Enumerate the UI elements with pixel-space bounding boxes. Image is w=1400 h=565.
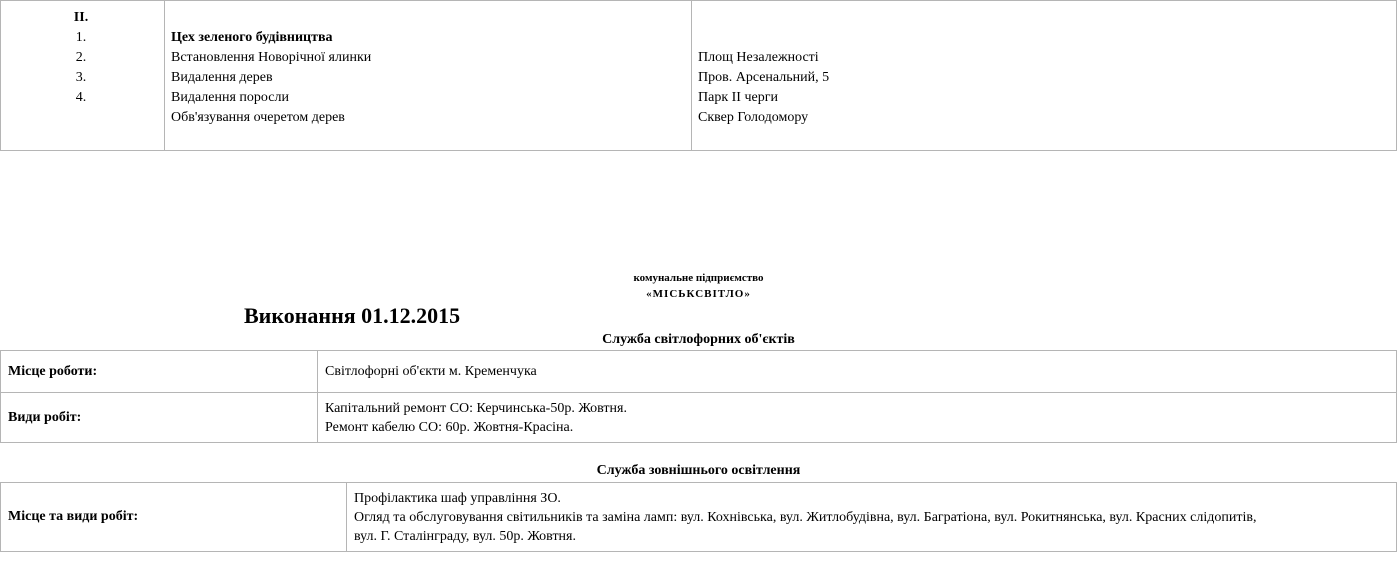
work-item: Встановлення Новорічної ялинки <box>171 50 372 65</box>
value-line: Ремонт кабелю СО: 60р. Жовтня-Красіна. <box>325 419 574 435</box>
row-value <box>347 483 1396 551</box>
location-item: Площ Незалежності <box>698 50 819 65</box>
section-number: II. <box>73 10 89 25</box>
value-line: Капітальний ремонт СО: Керчинська-50р. Жовтня. <box>325 400 627 416</box>
location-column <box>692 1 1396 150</box>
item-number: 1. <box>75 30 87 45</box>
section-heading: Цех зеленого будівництва <box>171 30 333 45</box>
value-line: Огляд та обслуговування світильників та заміна ламп: вул. Кохнівська, вул. Житлобудівна, вул. Багратіона, вул. Рокитнянська, вул. Красних слідопитів, <box>354 509 1257 525</box>
table-row <box>1 483 1396 551</box>
item-number: 4. <box>75 90 87 105</box>
organization-name: «МІСЬКСВІТЛО» <box>646 288 751 300</box>
traffic-light-service-title: Служба світлофорних об'єктів <box>602 332 795 347</box>
organization-type: комунальне підприємство <box>633 272 764 284</box>
traffic-light-service-table <box>0 350 1397 443</box>
number-column <box>1 1 165 150</box>
table-row <box>1 351 1396 393</box>
row-label: Види робіт: <box>1 393 318 442</box>
value-line: вул. Г. Сталінграду, вул. 50р. Жовтня. <box>354 528 576 544</box>
row-value <box>318 351 1396 392</box>
table-row <box>1 393 1396 442</box>
work-item: Видалення поросли <box>171 90 289 105</box>
item-number: 2. <box>75 50 87 65</box>
work-item: Видалення дерев <box>171 70 273 85</box>
item-number: 3. <box>75 70 87 85</box>
location-item: Сквер Голодомору <box>698 110 809 125</box>
row-label: Місце та види робіт: <box>1 483 347 551</box>
outdoor-lighting-service-title: Служба зовнішнього освітлення <box>596 463 801 478</box>
outdoor-lighting-service-table <box>0 482 1397 552</box>
work-item: Обв'язування очеретом дерев <box>171 110 345 125</box>
row-label: Місце роботи: <box>1 351 318 392</box>
work-type-column <box>165 1 692 150</box>
value-line: Профілактика шаф управління ЗО. <box>354 490 561 506</box>
location-item: Парк ІІ черги <box>698 90 778 105</box>
page-title: Виконання 01.12.2015 <box>244 303 461 328</box>
location-item: Пров. Арсенальний, 5 <box>698 70 830 85</box>
value-line: Світлофорні об'єкти м. Кременчука <box>325 364 537 379</box>
row-value <box>318 393 1396 442</box>
green-construction-table <box>0 0 1397 151</box>
